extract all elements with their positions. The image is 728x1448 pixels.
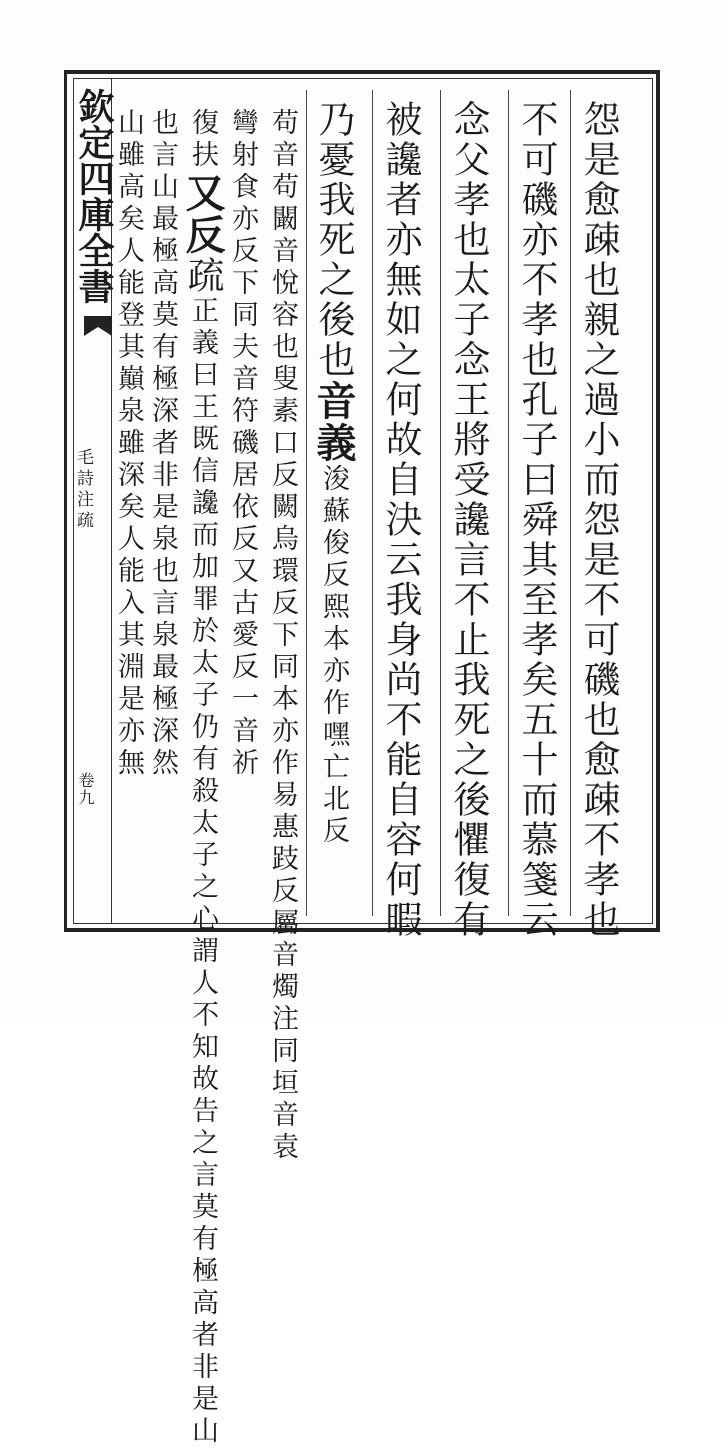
text-column-6 bbox=[266, 108, 298, 1164]
column-segment: 復扶 bbox=[187, 108, 218, 172]
column-segment: 又反 bbox=[179, 172, 226, 256]
text-column-7 bbox=[226, 108, 258, 780]
column-rule bbox=[306, 90, 307, 916]
text-column-1 bbox=[578, 100, 618, 940]
column-rule bbox=[508, 90, 509, 916]
column-segment: 乃憂我死之後也 bbox=[312, 100, 355, 380]
text-column-2 bbox=[516, 100, 556, 940]
column-segment: 彎射食亦反下同夫音符磯居依反又古愛反一音祈 bbox=[227, 108, 258, 780]
column-segment: 念父孝也太子念王將受讒言不止我死之後懼復有 bbox=[447, 100, 490, 940]
column-segment: 苟音苟闞音悅容也叟素口反闕烏環反下同本亦作易惠跂反屬音燭注同垣音袁 bbox=[267, 108, 298, 1164]
column-segment: 正義曰王既信讒而加罪於太子仍有殺太子之心謂人不知故告之言莫有極高者非是山 bbox=[187, 296, 218, 1448]
margin-title: 欽定四庫全書 bbox=[73, 88, 115, 304]
margin-book-title: 毛詩注疏 bbox=[73, 448, 93, 532]
text-column-4 bbox=[380, 100, 420, 940]
column-segment: 浚蘇俊反熙本亦作嘿亡北反 bbox=[318, 464, 349, 848]
column-segment: 不可磯亦不孝也孔子曰舜其至孝矣五十而慕箋云 bbox=[515, 100, 558, 940]
text-column-9 bbox=[146, 108, 178, 780]
text-column-8 bbox=[179, 108, 226, 1448]
column-segment: 音義 bbox=[310, 380, 357, 464]
column-segment: 被讒者亦無如之何故自決云我身尚不能自容何暇 bbox=[379, 100, 422, 940]
margin-page-number: 卷九 bbox=[76, 772, 95, 806]
text-column-3 bbox=[448, 100, 488, 940]
text-column-5 bbox=[310, 100, 357, 848]
column-rule bbox=[570, 90, 571, 916]
column-segment: 怨是愈疎也親之過小而怨是不可磯也愈疎不孝也 bbox=[577, 100, 620, 940]
text-column-10 bbox=[112, 108, 144, 780]
column-segment: 山雖高矣人能登其巔泉雖深矣人能入其淵是亦無 bbox=[113, 108, 144, 780]
column-rule bbox=[440, 90, 441, 916]
column-segment: 疏 bbox=[181, 256, 224, 296]
column-rule bbox=[372, 90, 373, 916]
column-segment: 也言山最極高莫有極深者非是泉也言泉最極深然 bbox=[147, 108, 178, 780]
